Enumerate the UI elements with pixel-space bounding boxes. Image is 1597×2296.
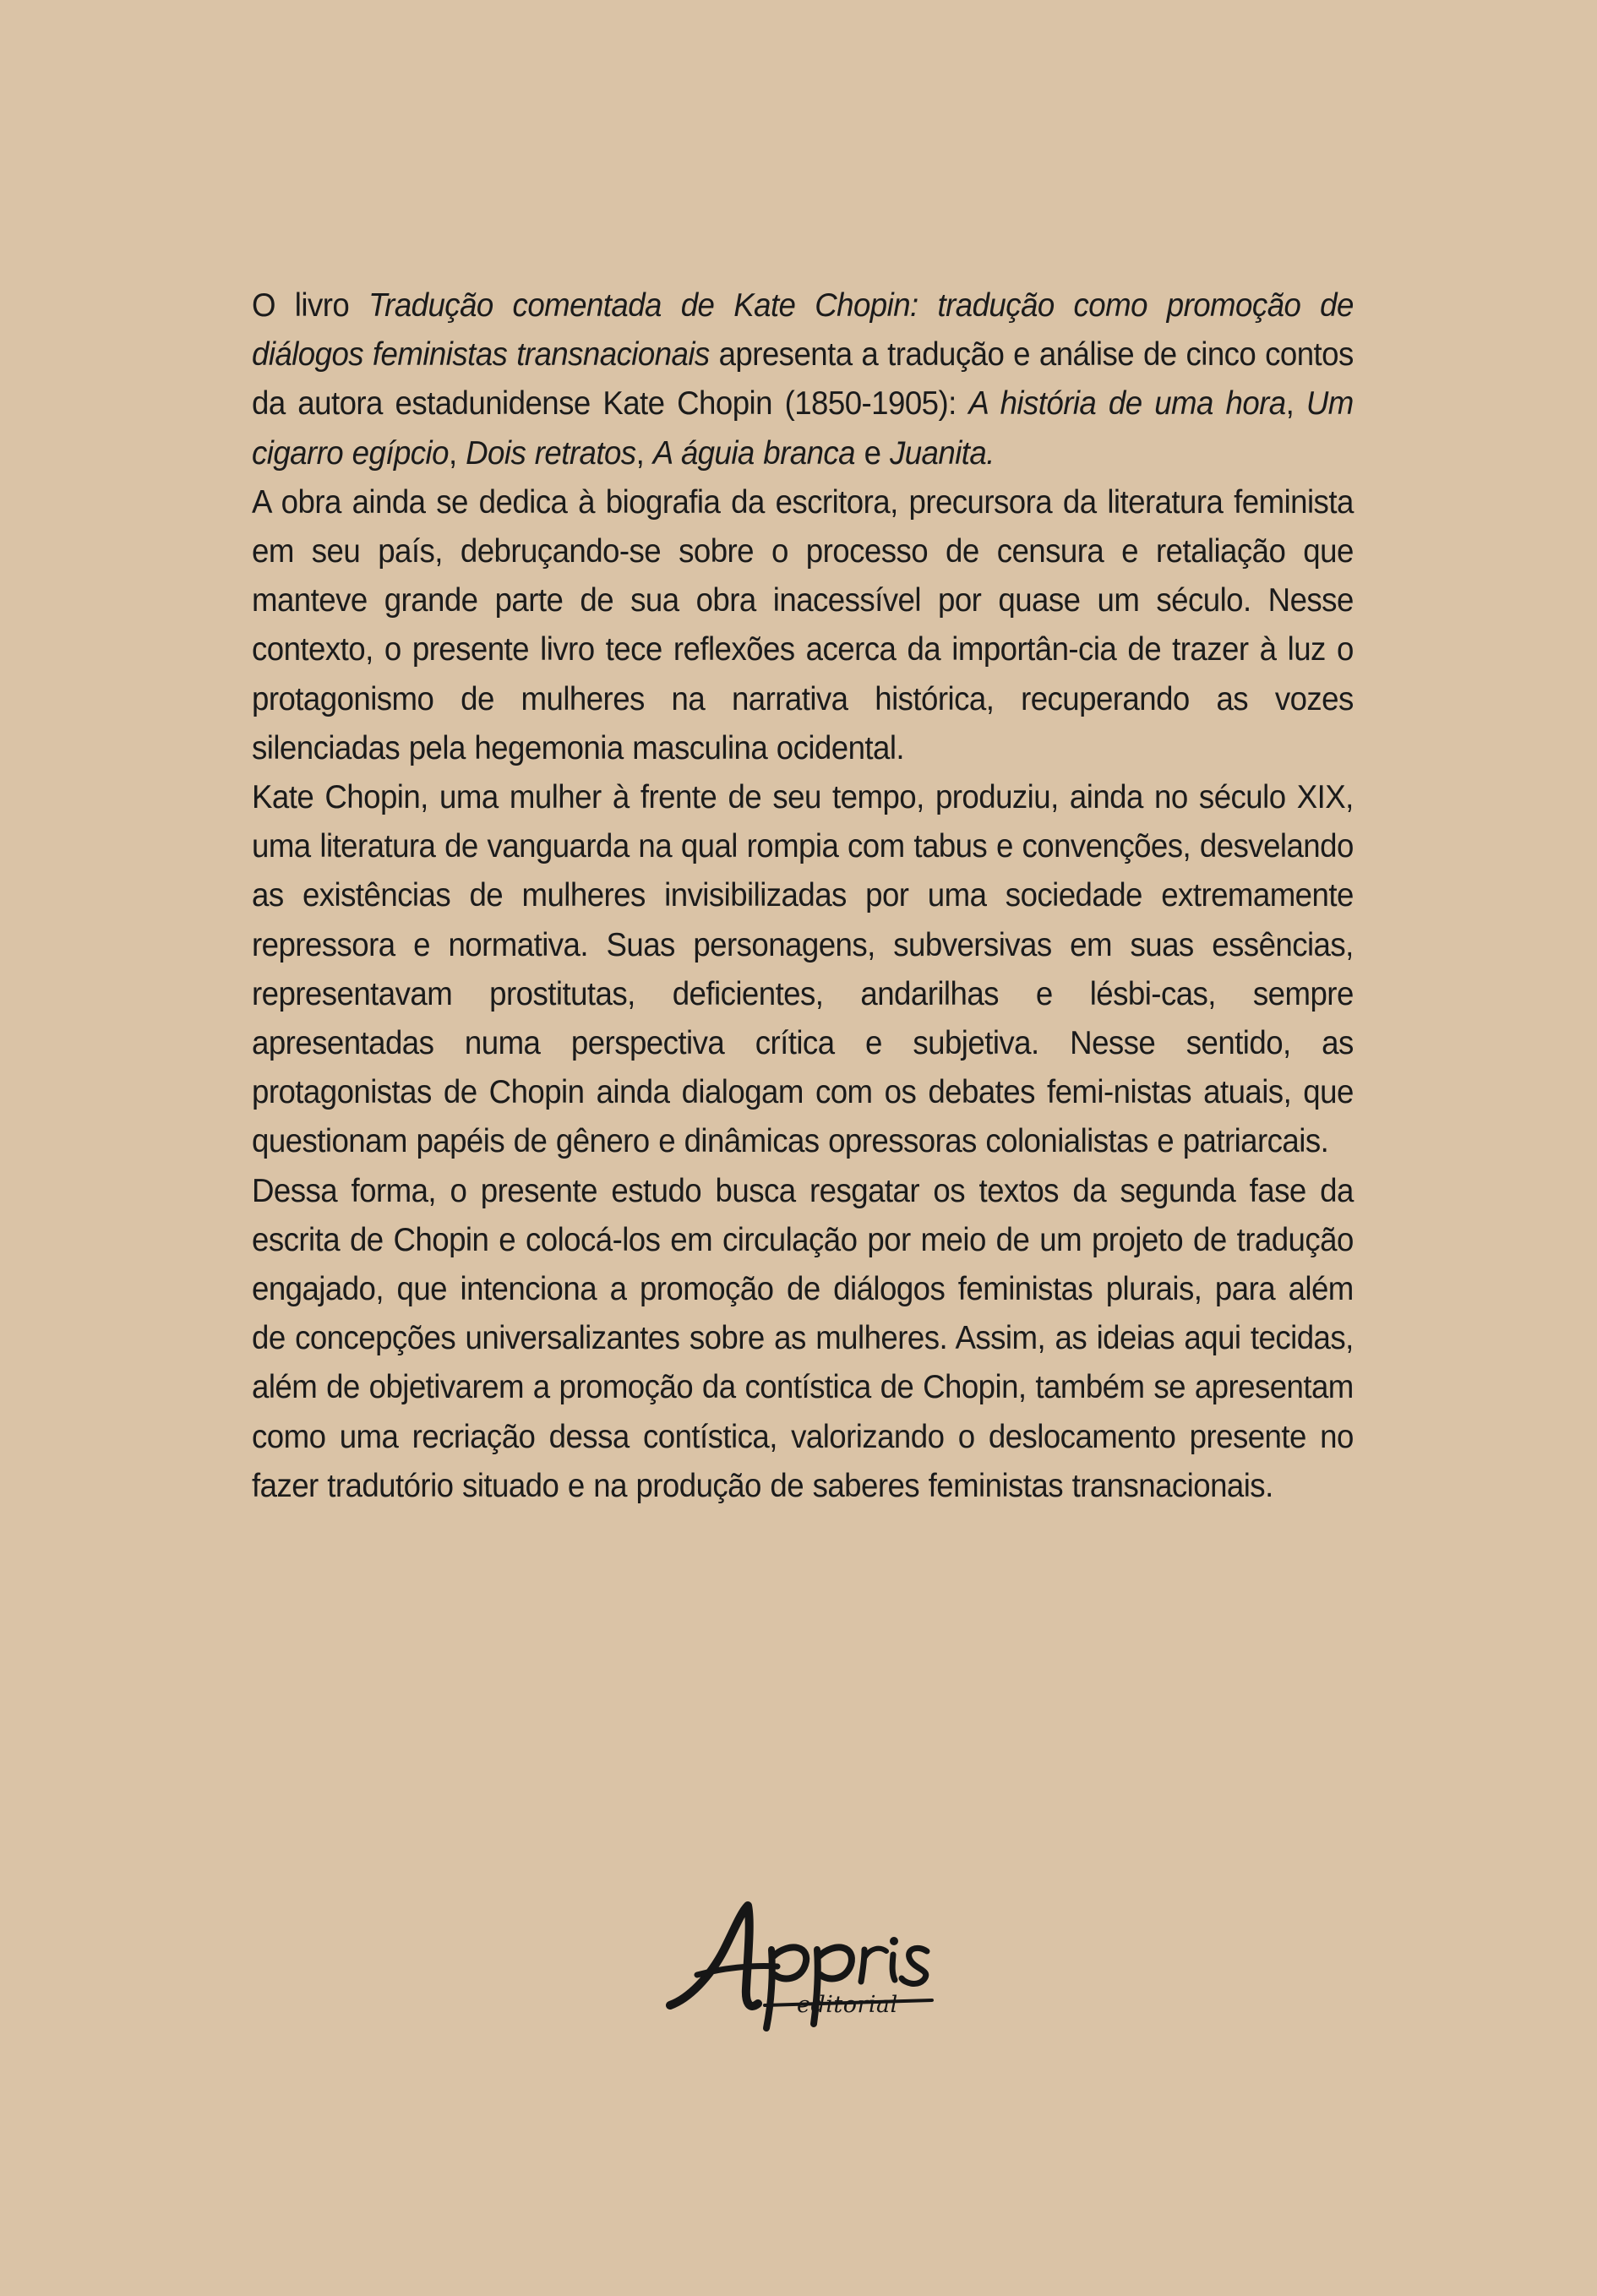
blurb-paragraph-1 — [252, 281, 1354, 478]
blurb-paragraph-4: Dessa forma, o presente estudo busca resgatar os textos da segunda fase da escrita de Chopin e colocá-los em circulação por meio de um projeto de tradução engajado, que intenciona a promoção de diálogos feministas plurais, para além de concepções universalizantes sobre as mulheres. Assim, as ideias aqui tecidas, além de objetivarem a promoção da contística de Chopin, também se apresentam como uma recriação dessa contística, valorizando o deslocamento presente no fazer tradutório situado e na produção de saberes feministas transnacionais. — [252, 1172, 1354, 1504]
text-run: . — [986, 434, 995, 472]
text-run: O livro — [252, 287, 369, 324]
story-title: Um cigarro egípcio — [252, 385, 1354, 472]
publisher-subtitle: editorial — [797, 1992, 898, 2018]
publisher-logo — [663, 1897, 942, 2032]
story-title: A águia branca — [652, 434, 856, 472]
story-title: A história de uma hora — [968, 385, 1286, 423]
blurb-paragraph-2: A obra ainda se dedica à biografia da escritora, precursora da literatura feminista em seu país, debruçando-se sobre o processo de censura e retaliação que manteve grande parte de sua obra inacessível por quase um século. Nesse contexto, o presente livro tece reflexões acerca da importân-cia de trazer à luz o protagonismo de mulheres na narrativa histórica, recuperando as vozes silenciadas pela hegemonia masculina ocidental. — [252, 483, 1354, 766]
separator: , — [448, 434, 466, 472]
blurb-text — [252, 281, 1354, 1511]
story-title: Juanita — [889, 434, 987, 472]
blurb-paragraph-3: Kate Chopin, uma mulher à frente de seu tempo, produziu, ainda no século XIX, uma literatura de vanguarda na qual rompia com tabus e convenções, desvelando as existências de mulheres invisibilizadas por uma sociedade extremamente repressora e normativa. Suas personagens, subversivas em suas essências, representavam prostitutas, deficientes, andarilhas e lésbi-cas, sempre apresentadas numa perspectiva crítica e subjetiva. Nesse sentido, as protagonistas de Chopin ainda dialogam com os debates femi-nistas atuais, que questionam papéis de gênero e dinâmicas opressoras colonialistas e patriarcais. — [252, 779, 1354, 1160]
text-run: apresenta a tradução e análise de cinco contos da autora estadunidense Kate Chopin (1850-1905): — [252, 336, 1354, 423]
separator: , — [1285, 385, 1306, 423]
book-title: Tradução comentada de Kate Chopin: tradução como promoção de diálogos feministas transnacionais — [252, 287, 1354, 374]
separator: , — [635, 434, 653, 472]
story-title: Dois retratos — [466, 434, 636, 472]
separator: e — [855, 434, 890, 472]
